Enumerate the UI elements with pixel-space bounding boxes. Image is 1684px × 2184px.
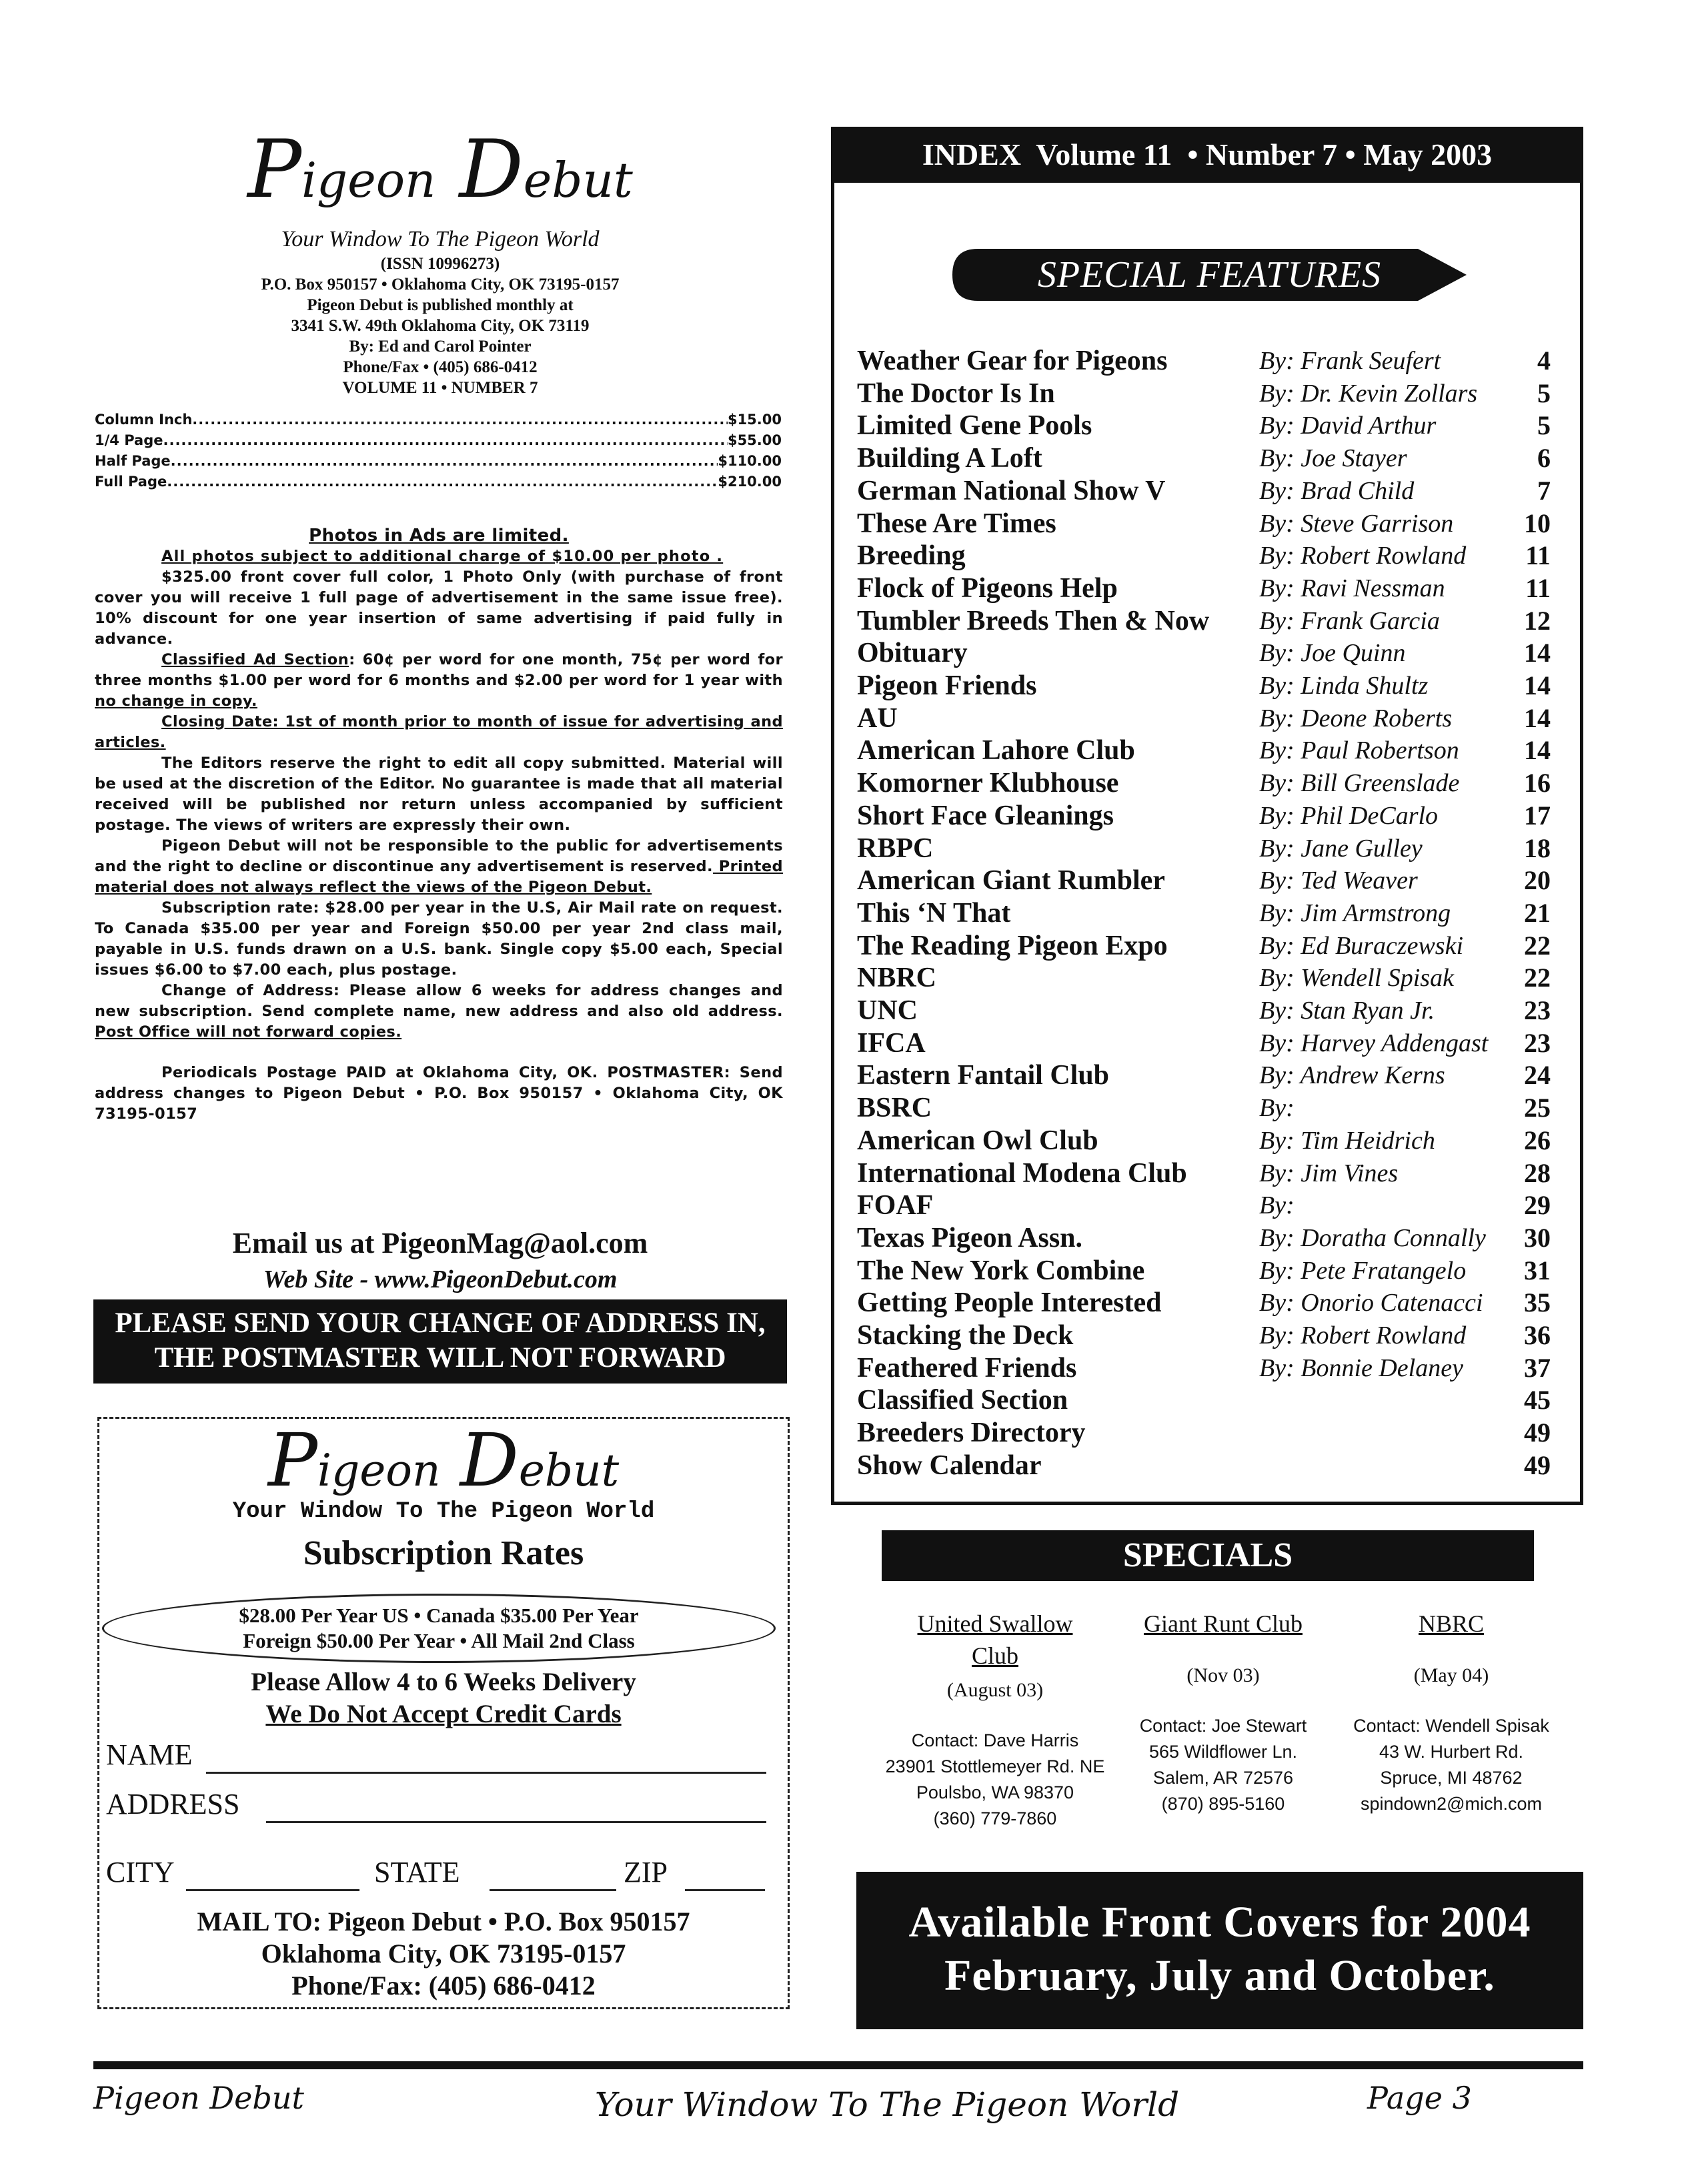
index-item-title: Getting People Interested: [857, 1287, 1162, 1319]
index-item-title: Building A Loft: [857, 443, 1042, 474]
index-item-author: By: Deone Roberts: [1259, 704, 1453, 732]
state-underline[interactable]: [490, 1889, 616, 1891]
front-cover-policy: $325.00 front cover full color, 1 Photo Only (with purchase of front cover you will receive 1 full page of advertisement in the same issue free). 10% discount for one year insertion of same advertising if paid fully in advance.: [95, 568, 783, 648]
special-name[interactable]: Giant Runt Club: [1143, 1610, 1303, 1637]
index-item-page: 16: [1524, 768, 1551, 798]
index-item[interactable]: [857, 800, 1551, 832]
index-item-title: UNC: [857, 995, 918, 1026]
masthead-street: 3341 S.W. 49th Oklahoma City, OK 73119: [291, 317, 590, 335]
special-giant-runt: [1110, 1608, 1337, 1817]
mail-to-line-3: Phone/Fax: (405) 686-0412: [291, 1971, 596, 2001]
index-item-title: BSRC: [857, 1093, 932, 1124]
index-item[interactable]: [857, 1189, 1551, 1221]
index-list: [857, 345, 1551, 1479]
masthead-volume: VOLUME 11 • NUMBER 7: [342, 379, 538, 397]
zip-label: ZIP: [624, 1856, 668, 1888]
address-field[interactable]: [106, 1787, 773, 1827]
subscription-coupon: [97, 1417, 790, 2009]
index-item[interactable]: [857, 1092, 1551, 1124]
index-item[interactable]: [857, 1157, 1551, 1189]
index-item[interactable]: [857, 1319, 1551, 1351]
index-item-title: American Giant Rumbler: [857, 865, 1165, 897]
index-item-author: By: Joe Quinn: [1259, 639, 1406, 668]
index-item-page: 14: [1524, 638, 1551, 668]
responsibility-policy: Pigeon Debut will not be responsible to the public for advertisements and the right to decline or discontinue any advertisement is reserved. Printed material does not always reflect the views of the Pigeon Debut.: [95, 837, 783, 896]
index-item-author: By: Phil DeCarlo: [1259, 801, 1439, 830]
index-item-title: Short Face Gleanings: [857, 800, 1114, 831]
index-header: INDEX Volume 11 • Number 7 • May 2003: [831, 127, 1583, 183]
index-item-page: 26: [1524, 1125, 1551, 1155]
index-item[interactable]: [857, 1450, 1551, 1482]
index-item-title: These Are Times: [857, 508, 1056, 539]
available-covers-banner: [856, 1872, 1583, 2029]
index-item-page: 30: [1524, 1222, 1551, 1253]
index-item-page: 11: [1525, 540, 1551, 571]
periodicals-postage: Periodicals Postage PAID at Oklahoma City, OK. POSTMASTER: Send address changes to Pigeon Debut • P.O. Box 950157 • Oklahoma City, OK 73195-0157: [95, 1064, 783, 1123]
index-item-title: German National Show V: [857, 475, 1166, 506]
index-item[interactable]: [857, 605, 1551, 637]
index-item[interactable]: [857, 442, 1551, 474]
special-contact: Contact: Wendell Spisak 43 W. Hurbert Rd. Spruce, MI 48762 spindown2@mich.com: [1353, 1716, 1549, 1814]
index-item[interactable]: [857, 572, 1551, 604]
ad-rate-row: Half Page ..... $110.00: [95, 451, 782, 472]
index-item-title: NBRC: [857, 963, 937, 994]
index-item-title: Breeding: [857, 540, 966, 572]
index-item-title: Eastern Fantail Club: [857, 1060, 1110, 1091]
change-of-address-banner: [93, 1299, 787, 1384]
index-item-page: 24: [1524, 1060, 1551, 1091]
index-item-page: 17: [1524, 800, 1551, 831]
index-item[interactable]: [857, 1027, 1551, 1059]
index-item[interactable]: [857, 865, 1551, 897]
index-item[interactable]: [857, 962, 1551, 994]
index-item[interactable]: [857, 767, 1551, 799]
zip-underline[interactable]: [685, 1889, 765, 1891]
index-item[interactable]: [857, 930, 1551, 962]
banner-line-2: THE POSTMASTER WILL NOT FORWARD: [154, 1342, 726, 1374]
index-item-page: 6: [1537, 443, 1551, 474]
index-item-author: By: Robert Rowland: [1259, 1321, 1467, 1349]
address-underline[interactable]: [266, 1821, 766, 1823]
masthead-publishers: By: Ed and Carol Pointer: [349, 338, 532, 356]
index-item-title: International Modena Club: [857, 1157, 1187, 1189]
name-underline[interactable]: [206, 1772, 766, 1774]
mail-to-line-2: Oklahoma City, OK 73195-0157: [261, 1939, 626, 1969]
index-item-author: By: Onorio Catenacci: [1259, 1289, 1483, 1317]
index-item-author: By: Ed Buraczewski: [1259, 931, 1464, 960]
special-name[interactable]: United Swallow Club: [917, 1610, 1073, 1669]
editors-policy: The Editors reserve the right to edit all copy submitted. Material will be used at the discretion of the Editor. No guarantee is made that all material received will be published nor return unless accompanied by sufficient postage. The views of writers are expressly their own.: [95, 754, 783, 834]
masthead-po-box: P.O. Box 950157 • Oklahoma City, OK 73195-0157: [261, 276, 620, 294]
covers-line-1: Available Front Covers for 2004: [908, 1898, 1531, 1947]
special-features-badge: [951, 247, 1468, 302]
index-item-page: 22: [1524, 963, 1551, 993]
covers-line-2: February, July and October.: [944, 1951, 1495, 2000]
index-item-title: The New York Combine: [857, 1255, 1145, 1286]
masthead-published: Pigeon Debut is published monthly at: [307, 296, 574, 314]
special-contact: Contact: Dave Harris 23901 Stottlemeyer Rd. NE Poulsbo, WA 98370 (360) 779-7860: [885, 1730, 1105, 1828]
specials-header: SPECIALS: [882, 1530, 1534, 1581]
index-item-page: 49: [1524, 1418, 1551, 1448]
index-item[interactable]: [857, 508, 1551, 540]
ad-rate-row: Full Page ..... $210.00: [95, 472, 782, 492]
index-item-author: By: Bonnie Delaney: [1259, 1353, 1463, 1382]
footer-publication: Pigeon Debut: [93, 2080, 304, 2116]
ad-policy-text: [95, 526, 783, 1125]
index-item-author: By: Brad Child: [1259, 476, 1415, 505]
index-item-title: RBPC: [857, 833, 934, 864]
index-item-title: Texas Pigeon Assn.: [857, 1222, 1083, 1253]
index-item-page: 5: [1537, 378, 1551, 408]
index-item-title: The Reading Pigeon Expo: [857, 930, 1168, 961]
index-item-author: By: Ravi Nessman: [1259, 574, 1445, 602]
index-item[interactable]: [857, 1255, 1551, 1287]
coupon-logo: Pigeon Debut: [267, 1418, 620, 1503]
banner-line-1: PLEASE SEND YOUR CHANGE OF ADDRESS IN,: [115, 1307, 766, 1339]
coupon-title: Subscription Rates: [303, 1534, 584, 1572]
index-item-author: By: Stan Ryan Jr.: [1259, 997, 1435, 1025]
index-item[interactable]: [857, 345, 1551, 377]
special-date: (Nov 03): [1186, 1664, 1260, 1686]
index-item[interactable]: [857, 637, 1551, 669]
coupon-delivery: Please Allow 4 to 6 Weeks Delivery: [251, 1668, 636, 1696]
index-item[interactable]: [857, 1417, 1551, 1449]
index-item-title: Breeders Directory: [857, 1418, 1086, 1449]
index-item-title: Stacking the Deck: [857, 1320, 1074, 1351]
index-item-author: By: Joe Stayer: [1259, 444, 1407, 473]
website-line[interactable]: Web Site - www.PigeonDebut.com: [263, 1265, 618, 1293]
index-item-author: By: Doratha Connally: [1259, 1223, 1486, 1252]
index-item-author: By: Dr. Kevin Zollars: [1259, 379, 1478, 408]
index-item-page: 49: [1524, 1450, 1551, 1480]
index-item[interactable]: [857, 410, 1551, 442]
coupon-rates-oval: [102, 1594, 776, 1663]
change-address-policy: Change of Address: Please allow 6 weeks for address changes and new subscription. Send complete name, new address and also old address. Post Office will not forward copies.: [95, 982, 783, 1041]
index-item-page: 14: [1524, 702, 1551, 733]
index-item-page: 21: [1524, 897, 1551, 928]
index-item-title: Pigeon Friends: [857, 670, 1037, 701]
index-item-page: 37: [1524, 1352, 1551, 1383]
index-item-page: 45: [1524, 1385, 1551, 1416]
index-item-title: The Doctor Is In: [857, 378, 1055, 409]
index-item-author: By:: [1259, 1094, 1295, 1123]
index-item-page: 5: [1537, 410, 1551, 441]
closing-date: Closing Date: 1st of month prior to month of issue for advertising and articles.: [95, 713, 783, 751]
ad-rate-row: 1/4 Page ..... $55.00: [95, 430, 782, 451]
index-item-author: By: Ted Weaver: [1259, 867, 1418, 895]
masthead: [93, 120, 787, 398]
index-item[interactable]: [857, 897, 1551, 929]
special-contact: Contact: Joe Stewart 565 Wildflower Ln. Salem, AR 72576 (870) 895-5160: [1139, 1716, 1307, 1814]
index-item-page: 11: [1525, 572, 1551, 603]
index-item-title: Show Calendar: [857, 1450, 1042, 1481]
ad-rate-row: Column Inch ..... $15.00: [95, 410, 782, 430]
index-item-page: 35: [1524, 1287, 1551, 1318]
state-label: STATE: [374, 1856, 460, 1888]
index-item-title: FOAF: [857, 1190, 934, 1221]
footer-page-number: Page 3: [1367, 2080, 1472, 2116]
coupon-rates-line-1: $28.00 Per Year US • Canada $35.00 Per Year: [239, 1604, 639, 1627]
index-item-page: 22: [1524, 930, 1551, 961]
index-item-page: 12: [1524, 605, 1551, 636]
index-item-author: By: Harvey Addengast: [1259, 1029, 1489, 1057]
index-item[interactable]: [857, 1384, 1551, 1416]
index-item-title: Tumbler Breeds Then & Now: [857, 605, 1210, 636]
masthead-tagline: Your Window To The Pigeon World: [281, 227, 600, 251]
index-item-page: 31: [1524, 1255, 1551, 1285]
index-box: [831, 127, 1583, 1505]
city-state-zip-field[interactable]: [106, 1855, 773, 1895]
index-item[interactable]: [857, 540, 1551, 572]
index-item-author: By: Jim Vines: [1259, 1159, 1399, 1187]
photos-charge: All photos subject to additional charge of $10.00 per photo .: [161, 548, 724, 565]
index-item-page: 14: [1524, 670, 1551, 700]
index-item-author: By: Frank Garcia: [1259, 606, 1440, 635]
index-item[interactable]: [857, 1287, 1551, 1319]
index-item[interactable]: [857, 378, 1551, 410]
classified-policy: Classified Ad Section: 60¢ per word for one month, 75¢ per word for three months $1.00 per word for 6 months and $2.00 per word for 1 year with no change in copy.: [95, 651, 783, 710]
index-item-page: 23: [1524, 1027, 1551, 1058]
index-item[interactable]: [857, 475, 1551, 507]
footer-tagline: Your Window To The Pigeon World: [594, 2085, 1180, 2124]
index-item[interactable]: [857, 702, 1551, 734]
special-united-swallow: [882, 1608, 1108, 1832]
coupon-credit: We Do Not Accept Credit Cards: [265, 1700, 622, 1728]
index-item-page: 36: [1524, 1320, 1551, 1350]
name-field[interactable]: [106, 1738, 773, 1778]
index-item[interactable]: [857, 995, 1551, 1027]
index-item-author: By: Linda Shultz: [1259, 672, 1429, 700]
index-item-page: 10: [1524, 508, 1551, 538]
coupon-rates-line-2: Foreign $50.00 Per Year • All Mail 2nd Class: [243, 1629, 635, 1652]
index-item-page: 25: [1524, 1093, 1551, 1123]
index-item-title: Weather Gear for Pigeons: [857, 346, 1168, 376]
index-item-title: AU: [857, 702, 898, 734]
email-line[interactable]: Email us at PigeonMag@aol.com: [232, 1227, 648, 1259]
special-date: (August 03): [946, 1679, 1044, 1701]
index-item[interactable]: [857, 1125, 1551, 1157]
special-nbrc: [1338, 1608, 1565, 1817]
index-item-title: Classified Section: [857, 1385, 1068, 1416]
index-item[interactable]: [857, 670, 1551, 702]
index-item[interactable]: [857, 1222, 1551, 1254]
index-item-title: American Lahore Club: [857, 735, 1135, 766]
index-item-title: Feathered Friends: [857, 1352, 1077, 1384]
index-item-author: By: Robert Rowland: [1259, 542, 1467, 570]
coupon-tagline: Your Window To The Pigeon World: [232, 1499, 655, 1524]
subscription-policy: Subscription rate: $28.00 per year in the U.S, Air Mail rate on request. To Canada $35.00 per year and Foreign $50.00 per year 2nd class mail, payable in U.S. funds drawn on a U.S. bank. Single copy $5.00 each, Special issues $6.00 to $7.00 each, plus postage.: [95, 899, 783, 979]
ad-rates-list: [95, 410, 782, 492]
index-item-author: By:: [1259, 1191, 1295, 1220]
index-item-author: By: Andrew Kerns: [1259, 1061, 1445, 1090]
index-item-page: 20: [1524, 865, 1551, 896]
index-item-title: Flock of Pigeons Help: [857, 572, 1118, 604]
index-item-page: 14: [1524, 735, 1551, 766]
coupon-mail-to: [99, 1906, 788, 2002]
index-item-author: By: Bill Greenslade: [1259, 769, 1460, 798]
index-item-page: 29: [1524, 1190, 1551, 1221]
index-item-title: Limited Gene Pools: [857, 410, 1092, 442]
index-item-title: Obituary: [857, 638, 968, 669]
index-item-title: American Owl Club: [857, 1125, 1098, 1156]
index-item-author: By: Pete Fratangelo: [1259, 1256, 1467, 1285]
masthead-phone: Phone/Fax • (405) 686-0412: [343, 358, 538, 376]
index-item-author: By: Steve Garrison: [1259, 509, 1454, 538]
index-item-page: 28: [1524, 1157, 1551, 1188]
index-item-page: 23: [1524, 995, 1551, 1025]
index-item-author: By: Jane Gulley: [1259, 834, 1423, 863]
index-item-title: This ‘N That: [857, 897, 1011, 929]
index-item[interactable]: [857, 734, 1551, 766]
special-features-text: SPECIAL FEATURES: [1037, 254, 1382, 296]
special-date: (May 04): [1413, 1664, 1489, 1686]
address-label: ADDRESS: [106, 1788, 240, 1820]
mail-to-line-1: MAIL TO: Pigeon Debut • P.O. Box 950157: [197, 1906, 690, 1937]
index-item-page: 4: [1537, 346, 1551, 376]
name-label: NAME: [106, 1738, 193, 1771]
index-item-title: Komorner Klubhouse: [857, 768, 1119, 799]
index-item-page: 7: [1537, 475, 1551, 506]
special-name[interactable]: NBRC: [1418, 1610, 1485, 1637]
index-item-title: IFCA: [857, 1027, 926, 1059]
masthead-issn: (ISSN 10996273): [380, 255, 500, 273]
city-label: CITY: [106, 1856, 175, 1888]
footer-rule: [93, 2061, 1583, 2069]
index-item-author: By: Paul Robertson: [1259, 736, 1459, 765]
index-item-author: By: Wendell Spisak: [1259, 964, 1454, 993]
index-item[interactable]: [857, 1059, 1551, 1091]
index-item[interactable]: [857, 1352, 1551, 1384]
index-item-author: By: Frank Seufert: [1259, 347, 1441, 375]
city-underline[interactable]: [186, 1889, 359, 1891]
index-item-author: By: David Arthur: [1259, 412, 1437, 440]
index-item[interactable]: [857, 833, 1551, 865]
masthead-logo: Pigeon Debut: [247, 123, 633, 216]
index-item-author: By: Jim Armstrong: [1259, 899, 1451, 927]
index-item-page: 18: [1524, 833, 1551, 863]
photos-heading: Photos in Ads are limited.: [309, 526, 569, 546]
index-item-author: By: Tim Heidrich: [1259, 1126, 1435, 1155]
